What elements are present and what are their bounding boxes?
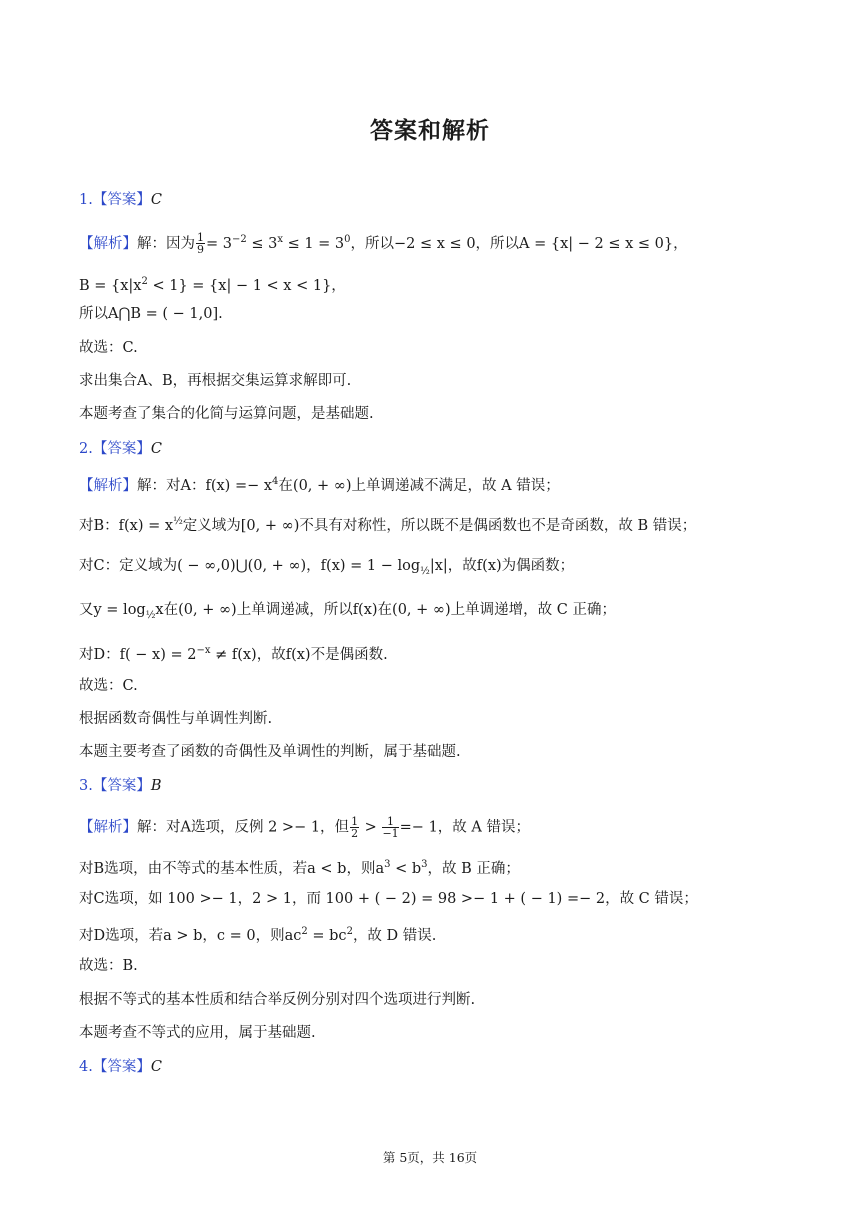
q3-answer: B — [150, 778, 162, 794]
exponent: −x — [196, 645, 211, 656]
exponent: 0 — [344, 234, 351, 245]
q3-analysis-line-3: 对C选项，如 100 >− 1，2 > 1，而 100 + ( − 2) = 98 >− 1 + ( − 1) =− 2，故 C 错误； — [79, 891, 698, 907]
q1-text: 解：因为 — [137, 235, 195, 252]
exponent: x — [277, 234, 283, 245]
fraction-denominator: −1 — [382, 827, 399, 840]
q3-method: 根据不等式的基本性质和结合举反例分别对四个选项进行判断. — [79, 992, 476, 1008]
q1-answer-heading — [79, 190, 162, 210]
q4-answer: C — [150, 1059, 162, 1075]
q1-comment: 本题考查了集合的化简与运算问题，是基础题. — [79, 406, 374, 422]
fraction-denominator: 9 — [197, 243, 204, 257]
q2-analysis-tag: 【解析】 — [79, 477, 137, 494]
fraction-numerator: 1 — [197, 231, 204, 245]
q2-method: 根据函数奇偶性与单调性判断. — [79, 711, 273, 727]
q3-text: ，故 B 正确； — [427, 860, 520, 877]
q3-analysis-line-1 — [79, 816, 530, 839]
q1-text: = 3 — [206, 235, 232, 252]
q2-answer: C — [150, 441, 162, 457]
exponent: 2 — [301, 926, 308, 937]
q2-text: x在(0, + ∞)上单调递减，所以f(x)在(0, + ∞)上单调递增，故 C 正确； — [155, 602, 616, 618]
q2-answer-tag: 【答案】 — [92, 441, 151, 457]
q2-text: |x|，故f(x)为偶函数； — [429, 558, 575, 574]
q2-text: 对D：f( − x) = 2 — [79, 646, 197, 663]
q2-text: 对B：f(x) = x — [79, 517, 174, 534]
q1-analysis-line-3: 所以A⋂B = ( − 1,0]. — [79, 306, 223, 322]
q3-number: 3. — [79, 778, 93, 794]
q3-text: 对D选项，若a > b，c = 0，则ac — [79, 927, 302, 944]
q2-analysis-line-1 — [79, 472, 560, 496]
q3-comment: 本题考查不等式的应用，属于基础题. — [79, 1025, 316, 1041]
q2-analysis-line-4 — [79, 600, 616, 626]
fraction-numerator: 1 — [382, 816, 398, 828]
q4-answer-heading — [79, 1057, 162, 1077]
q1-fraction — [196, 232, 205, 255]
q1-number: 1. — [79, 192, 93, 208]
q3-answer-heading — [79, 776, 162, 796]
q3-answer-tag: 【答案】 — [92, 778, 151, 794]
q2-text: 定义域为[0, + ∞)不具有对称性，所以既不是偶函数也不是奇函数，故 B 错误； — [182, 517, 697, 534]
q2-text: 在(0, + ∞)上单调递减不满足，故 A 错误； — [278, 477, 560, 494]
exponent: 3 — [421, 859, 428, 870]
q2-comment: 本题主要考查了函数的奇偶性及单调性的判断，属于基础题. — [79, 744, 461, 760]
page-title: 答案和解析 — [370, 117, 490, 144]
q1-choice: 故选：C. — [79, 340, 138, 356]
q3-text: < b — [390, 860, 422, 877]
q4-answer-tag: 【答案】 — [92, 1059, 151, 1075]
exponent: 3 — [384, 859, 391, 870]
q3-analysis-tag: 【解析】 — [79, 819, 137, 836]
q1-text: ≤ 1 = 3 — [282, 235, 345, 252]
q3-text: > — [360, 819, 382, 836]
q1-text: < 1} = {x| − 1 < x < 1}， — [147, 277, 346, 294]
q3-fraction-1 — [350, 816, 359, 839]
q2-analysis-line-2 — [79, 512, 696, 536]
q2-number: 2. — [79, 441, 93, 457]
q3-analysis-line-4 — [79, 922, 436, 946]
page-footer: 第 5页，共 16页 — [382, 1150, 478, 1165]
q1-analysis-line-2 — [79, 272, 346, 296]
exponent: −2 — [231, 234, 247, 245]
q3-analysis-line-2 — [79, 855, 520, 879]
q1-analysis-line-1 — [79, 230, 688, 255]
q3-text: ，故 D 错误. — [352, 927, 437, 944]
q3-text: 对B选项，由不等式的基本性质，若a < b，则a — [79, 860, 385, 877]
exponent: ½ — [173, 516, 183, 527]
q2-analysis-line-5 — [79, 641, 388, 665]
q3-text: 解：对A选项，反例 2 >− 1，但 — [137, 819, 350, 836]
exponent: 2 — [346, 926, 353, 937]
q3-choice: 故选：B. — [79, 958, 138, 974]
q1-text: ，所以−2 ≤ x ≤ 0，所以A = {x| − 2 ≤ x ≤ 0}， — [350, 235, 688, 252]
q2-text: ≠ f(x)，故f(x)不是偶函数. — [210, 646, 388, 663]
fraction-numerator: 1 — [351, 815, 359, 828]
q1-text: B = {x|x — [79, 277, 142, 294]
q2-choice: 故选：C. — [79, 678, 138, 694]
q2-text: 解：对A：f(x) =− x — [137, 477, 273, 494]
log-base: ½ — [420, 565, 430, 577]
q3-text: = bc — [307, 927, 347, 944]
q2-analysis-line-3 — [79, 556, 574, 582]
exponent: 4 — [272, 476, 279, 487]
q3-text: =− 1，故 A 错误； — [399, 819, 530, 836]
log-base: ½ — [145, 609, 156, 621]
q1-method: 求出集合A、B，再根据交集运算求解即可. — [79, 373, 352, 389]
q1-analysis-tag: 【解析】 — [79, 235, 137, 252]
q1-text: ≤ 3 — [246, 235, 278, 252]
q1-answer: C — [150, 192, 162, 208]
q2-text: 对C：定义域为( − ∞,0)⋃(0, + ∞)，f(x) = 1 − log — [79, 558, 421, 574]
q2-text: 又y = log — [79, 602, 146, 618]
fraction-denominator: 2 — [351, 827, 359, 840]
exponent: 2 — [141, 276, 148, 287]
q1-answer-tag: 【答案】 — [92, 192, 151, 208]
q4-number: 4. — [79, 1059, 93, 1075]
q3-fraction-2 — [382, 816, 398, 839]
q2-answer-heading — [79, 439, 162, 459]
